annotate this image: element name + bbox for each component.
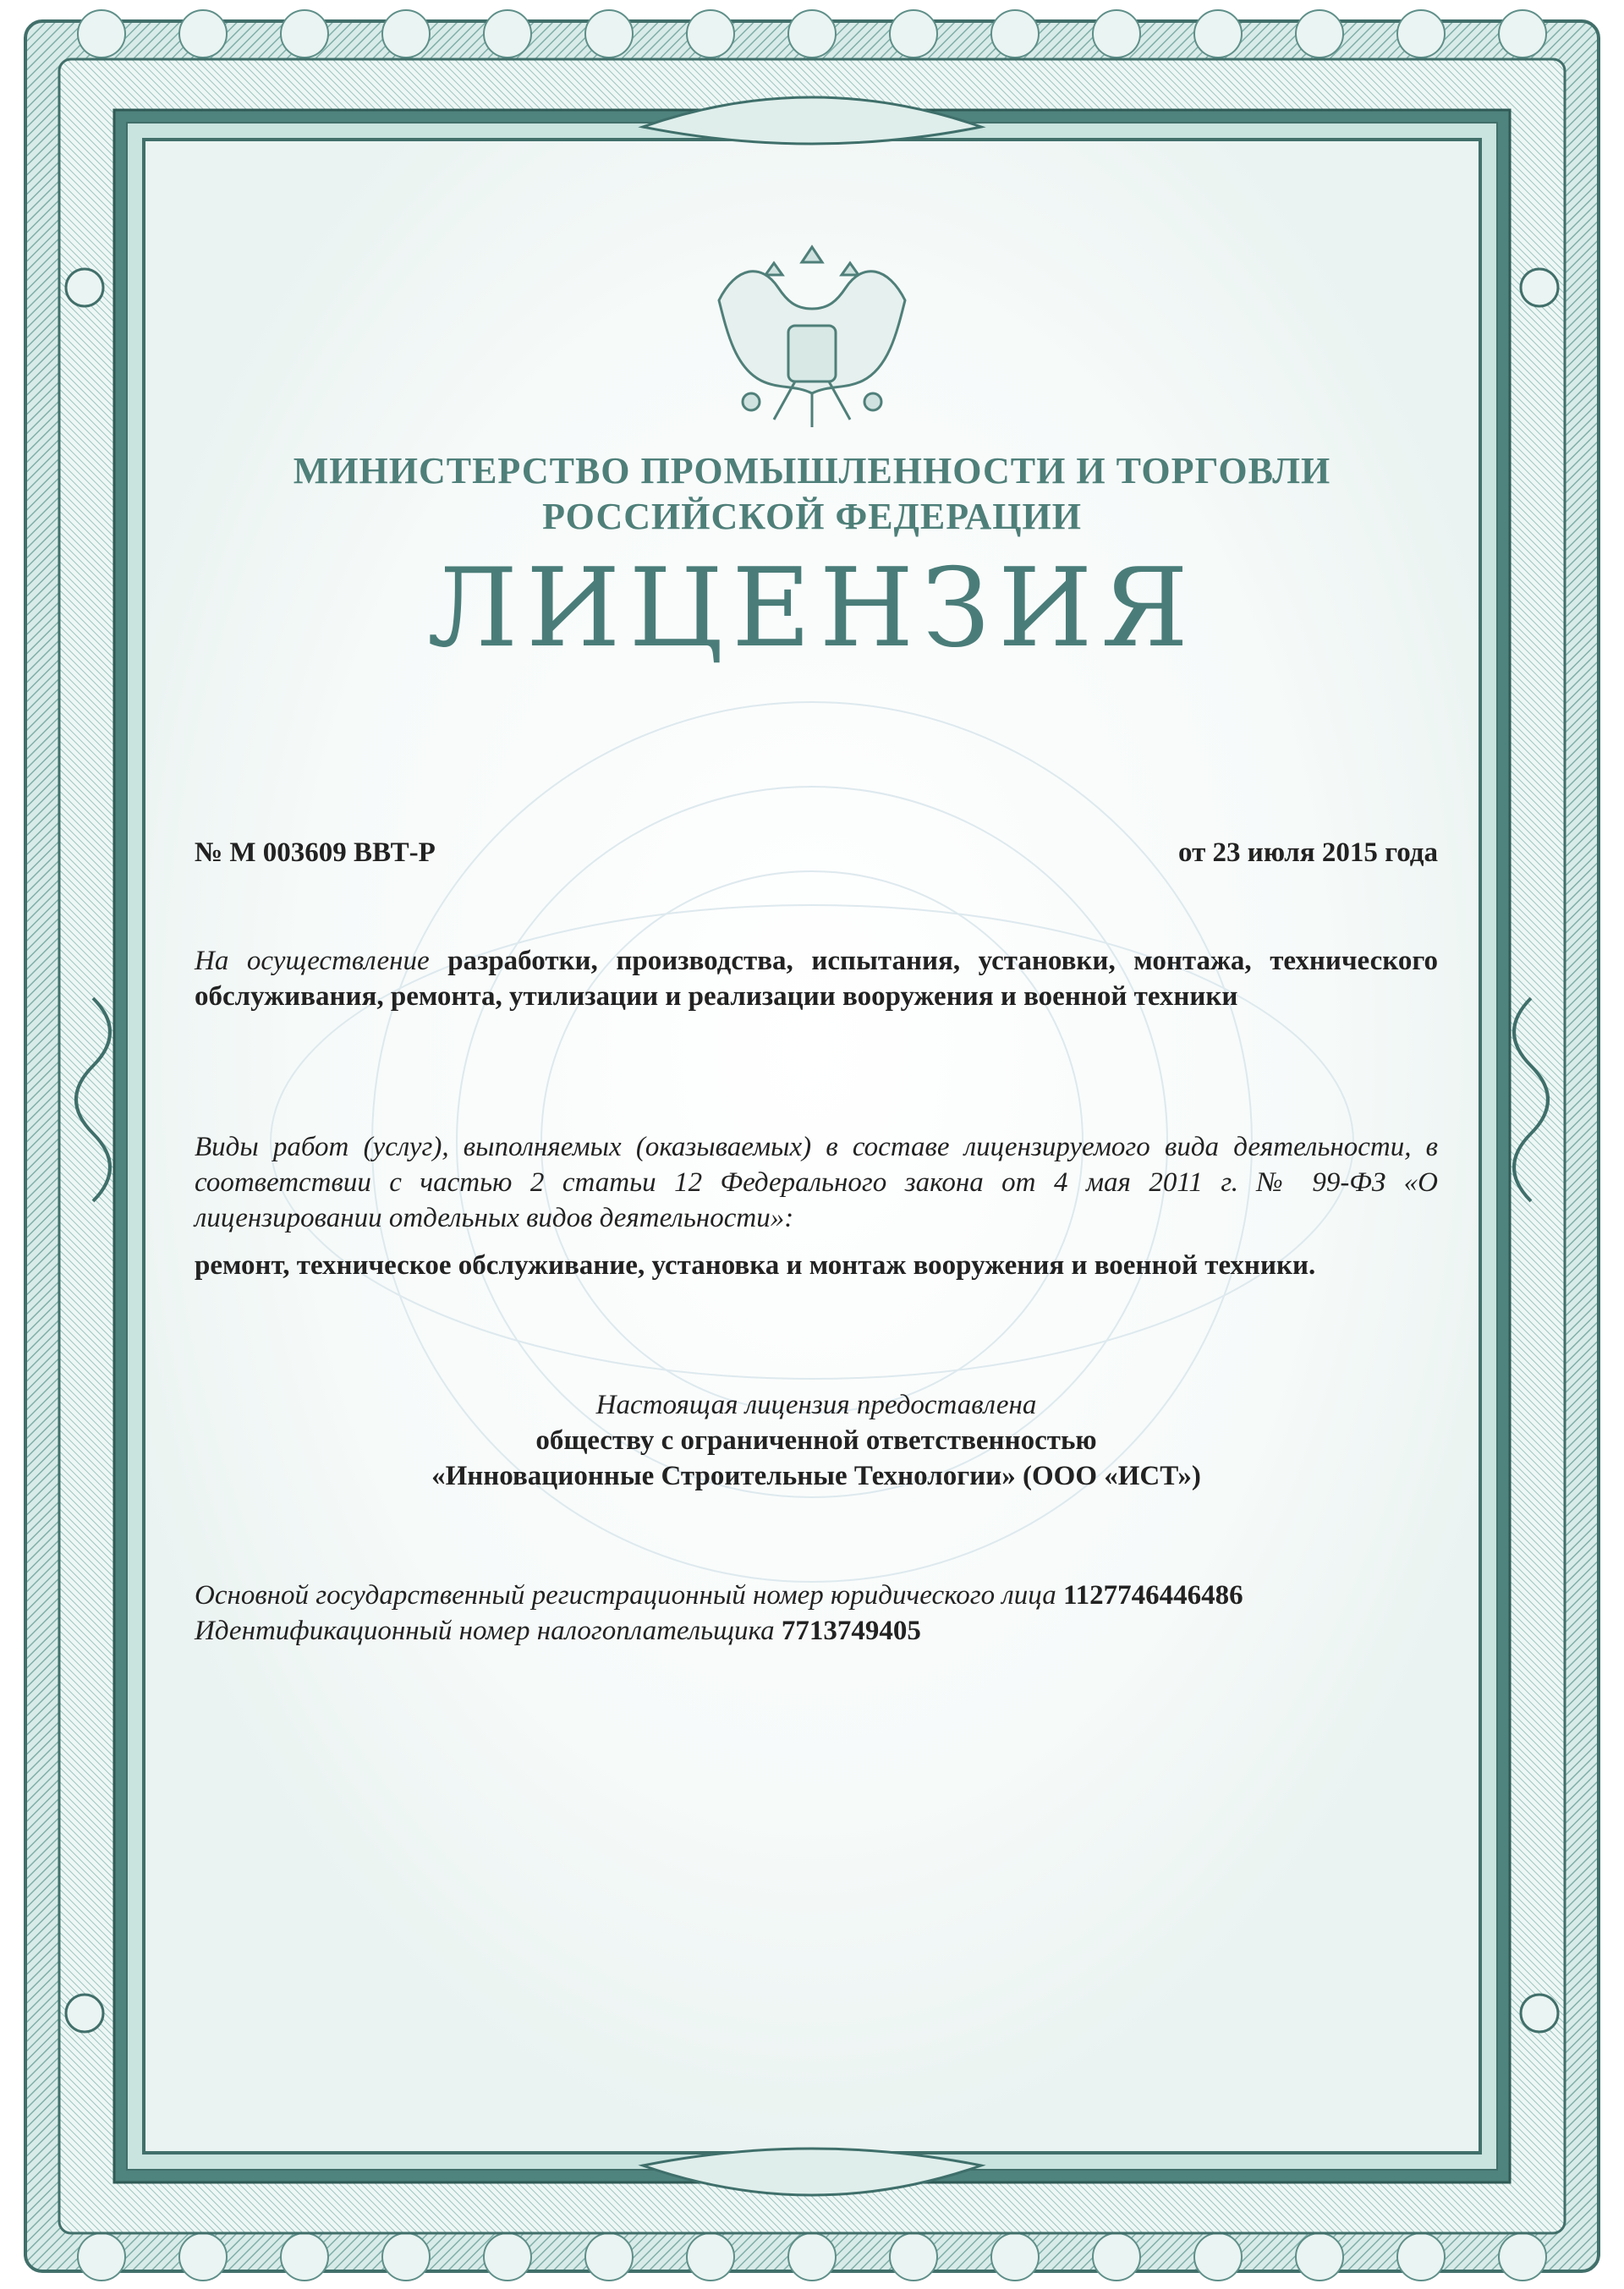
ministry-line-2: РОССИЙСКОЙ ФЕДЕРАЦИИ — [542, 496, 1082, 537]
ogrn-label: Основной государственный регистрационный номер юридического лица — [195, 1580, 1056, 1611]
ogrn-value: 1127746446486 — [1062, 1580, 1243, 1611]
ogrn-line — [195, 1578, 1438, 1613]
works-intro — [195, 1129, 1438, 1236]
inn-label: Идентификационный номер налогоплательщика — [195, 1616, 775, 1646]
works-paragraph — [195, 1248, 1438, 1283]
ministry-heading — [220, 448, 1404, 540]
grantee-line-1: Настоящая лицензия предоставлена — [595, 1390, 1037, 1420]
registration-block — [195, 1578, 1438, 1649]
inn-value: 7713749405 — [781, 1616, 921, 1646]
license-number: № М 003609 ВВТ-Р — [195, 837, 436, 868]
page-title: ЛИЦЕНЗИЯ — [427, 546, 1197, 672]
activity-text: разработки, производства, испытания, установки, монтажа, технического обслуживания, ремонта, утилизации и реализации вооружения и военной техники — [195, 946, 1438, 1012]
license-date: от 23 июля 2015 года — [1178, 837, 1438, 868]
works-intro-text: Виды работ (услуг), выполняемых (оказываемых) в составе лицензируемого вида деятельности, в соответствии с частью 2 статьи 12 Федерального закона от 4 мая 2011 г. № 99-ФЗ «О лицензировании отдельных видов деятельности»: — [195, 1132, 1438, 1233]
ministry-line-1: МИНИСТЕРСТВО ПРОМЫШЛЕННОСТИ И ТОРГОВЛИ — [293, 450, 1331, 491]
grantee-line-3: «Инновационные Строительные Технологии» (ООО «ИСТ») — [431, 1461, 1201, 1491]
inn-line — [195, 1613, 1438, 1649]
activity-paragraph — [195, 943, 1438, 1014]
grantee-line-2: обществу с ограниченной ответственностью — [535, 1425, 1097, 1456]
works-text: ремонт, техническое обслуживание, установка и монтаж вооружения и военной техники. — [195, 1250, 1316, 1281]
grantee-block — [195, 1387, 1438, 1494]
activity-intro: На осуществление — [195, 946, 430, 976]
license-number-line — [195, 837, 1438, 880]
